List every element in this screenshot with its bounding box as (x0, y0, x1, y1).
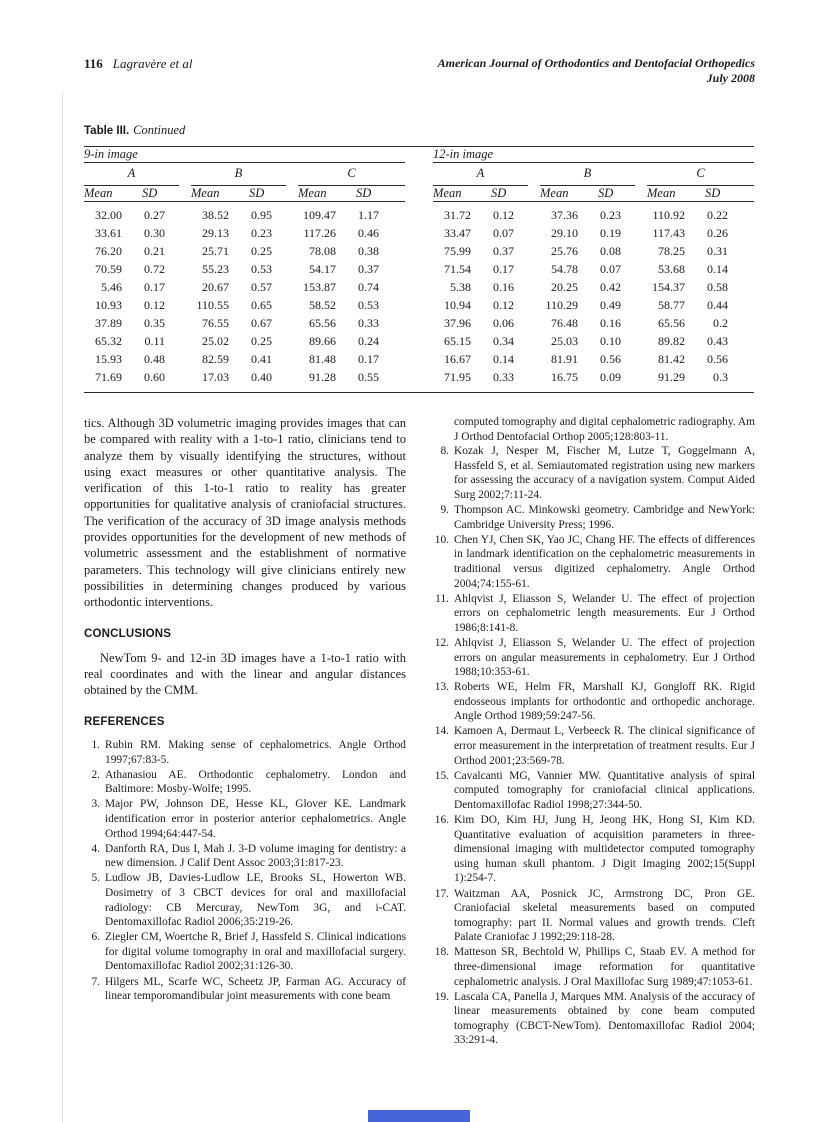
sd-cell: 0.60 (144, 370, 165, 384)
sd-header: SD (249, 186, 298, 202)
mean-cell: 81.42 (658, 352, 685, 366)
sd-cell: 0.14 (707, 262, 728, 276)
subgroup-a-9in: A (84, 163, 191, 187)
reference-number: 13. (434, 681, 449, 694)
mean-cell: 16.75 (551, 370, 578, 384)
reference-text: Matteson SR, Bechtold W, Phillips C, Staab EV. A method for three-dimensional image reformation for quantitative cephalometric analysis. J Oral Maxillofac Surg 1989;47:1053-61. (454, 946, 755, 988)
reference-item (433, 945, 755, 989)
sd-cell: 0.48 (144, 352, 165, 366)
table-gap (405, 186, 433, 202)
reference-item (84, 738, 406, 767)
sd-cell: 0.17 (144, 280, 165, 294)
mean-header: Mean (84, 186, 142, 202)
sd-cell: 0.56 (600, 352, 621, 366)
sd-cell: 0.12 (493, 298, 514, 312)
table-caption (84, 123, 185, 138)
table-row (84, 351, 754, 369)
sd-cell: 0.33 (493, 370, 514, 384)
reference-7-continuation: computed tomography and digital cephalometric radiography. Am J Orthod Dentofacial Orthop 2005;128:803-11. (454, 416, 755, 443)
bottom-blue-bar (368, 1110, 470, 1122)
table-caption-label: Table III. (84, 125, 130, 137)
mean-cell: 89.66 (309, 334, 336, 348)
mean-cell: 154.37 (652, 280, 685, 294)
sd-header: SD (491, 186, 540, 202)
mean-cell: 20.67 (202, 280, 229, 294)
sd-cell: 1.17 (358, 208, 379, 222)
sd-cell: 0.65 (251, 298, 272, 312)
text-column-left (84, 415, 406, 1004)
sd-cell: 0.11 (144, 334, 165, 348)
authors: Lagravère et al (112, 56, 193, 71)
reference-number: 16. (434, 814, 449, 827)
mean-cell: 16.67 (444, 352, 471, 366)
table-gap (405, 369, 433, 393)
reference-text: Waitzman AA, Posnick JC, Armstrong DC, Pron GE. Craniofacial skeletal measurements based on computed tomography: part II. Normal values and growth trends. Cleft Palate Craniofac J 1992;29:118-28. (454, 887, 755, 944)
reference-number: 12. (434, 636, 449, 649)
reference-text: Major PW, Johnson DE, Hesse KL, Glover KE. Landmark identification error in posterior anterior cephalometrics. Angle Orthod 1994;64:447-54. (105, 798, 406, 840)
sd-cell: 0.67 (251, 316, 272, 330)
sd-cell: 0.53 (358, 298, 379, 312)
mean-cell: 20.25 (551, 280, 578, 294)
journal-issue: July 2008 (706, 70, 755, 85)
sd-cell: 0.44 (707, 298, 728, 312)
mean-cell: 117.26 (303, 226, 336, 240)
table-gap (405, 225, 433, 243)
reference-text: Roberts WE, Helm FR, Marshall KJ, Gongloff RK. Rigid endosseous implants for orthodontic and orthopedic anchorage. Angle Orthod 1989;59:247-56. (454, 681, 755, 723)
table-gap (405, 315, 433, 333)
mean-cell: 33.61 (95, 226, 122, 240)
sd-header: SD (142, 186, 191, 202)
table-gap (405, 279, 433, 297)
reference-text: Ziegler CM, Woertche R, Brief J, Hassfeld S. Clinical indications for digital volume tomography in oral and maxillofacial surgery. Dentomaxillofac Radiol 2002;31:126-30. (105, 931, 406, 973)
mean-cell: 37.96 (444, 316, 471, 330)
sd-cell: 0.38 (358, 244, 379, 258)
reference-text: Rubin RM. Making sense of cephalometrics. Angle Orthod 1997;67:83-5. (105, 739, 406, 766)
reference-item (84, 930, 406, 974)
page-scan-edge (62, 92, 63, 1122)
sd-cell: 0.35 (144, 316, 165, 330)
table-body (84, 202, 754, 393)
sd-cell: 0.37 (358, 262, 379, 276)
mean-cell: 15.93 (95, 352, 122, 366)
mean-header: Mean (433, 186, 491, 202)
sd-cell: 0.34 (493, 334, 514, 348)
subgroup-a-12in: A (433, 163, 540, 187)
results-table (84, 146, 754, 393)
sd-cell: 0.06 (493, 316, 514, 330)
mean-cell: 10.94 (444, 298, 471, 312)
table-row (84, 297, 754, 315)
reference-text: Ahlqvist J, Eliasson S, Welander U. The effect of projection errors on angular measurements in cephalometry. Eur J Orthod 1988;10:353-61. (454, 636, 755, 679)
reference-text: Danforth RA, Dus I, Mah J. 3-D volume imaging for dentistry: a new dimension. J Calif Dent Assoc 2003;31:817-23. (105, 842, 406, 870)
table-gap (405, 202, 433, 225)
group-header-row (84, 147, 754, 163)
reference-item (433, 724, 755, 768)
mean-cell: 54.78 (551, 262, 578, 276)
reference-number: 19. (434, 990, 449, 1003)
table-row (84, 369, 754, 393)
reference-text: Kim DO, Kim HJ, Jung H, Jeong HK, Hong SI, Kim KD. Quantitative evaluation of acquisition parameters in three-dimensional imaging with multidetector computed tomography using human skull phantom. J Digit Imaging 2002;15(Suppl 1):254-7. (454, 814, 755, 885)
mean-cell: 76.48 (551, 316, 578, 330)
reference-item (84, 842, 406, 871)
table-gap (405, 243, 433, 261)
reference-number: 9. (440, 504, 449, 517)
reference-item (433, 444, 755, 502)
mean-cell: 76.55 (202, 316, 229, 330)
reference-text: Hilgers ML, Scarfe WC, Scheetz JP, Farman AG. Accuracy of linear temporomandibular joint measurements with cone beam (105, 975, 406, 1003)
mean-cell: 58.52 (309, 298, 336, 312)
sd-cell: 0.46 (358, 226, 379, 240)
reference-text: Thompson AC. Minkowski geometry. Cambridge and NewYork: Cambridge University Press; 1996. (454, 504, 755, 531)
mean-cell: 91.29 (658, 370, 685, 384)
table-gap (405, 333, 433, 351)
mean-cell: 31.72 (444, 208, 471, 222)
mean-cell: 29.13 (202, 226, 229, 240)
mean-header: Mean (191, 186, 249, 202)
sd-cell: 0.17 (358, 352, 379, 366)
reference-number: 2. (91, 768, 100, 781)
sd-cell: 0.42 (600, 280, 621, 294)
sd-cell: 0.23 (251, 226, 272, 240)
mean-cell: 32.00 (95, 208, 122, 222)
mean-cell: 25.71 (202, 244, 229, 258)
sd-cell: 0.33 (358, 316, 379, 330)
sd-cell: 0.27 (144, 208, 165, 222)
table-row (84, 243, 754, 261)
sd-cell: 0.17 (493, 262, 514, 276)
reference-number: 5. (91, 872, 100, 885)
sd-cell: 0.14 (493, 352, 514, 366)
sd-cell: 0.16 (493, 280, 514, 294)
running-head-right (438, 56, 755, 85)
sd-cell: 0.26 (707, 226, 728, 240)
mean-cell: 5.38 (450, 280, 471, 294)
table-row (84, 202, 754, 225)
mean-cell: 78.08 (309, 244, 336, 258)
reference-item (433, 592, 755, 636)
sd-cell: 0.08 (600, 244, 621, 258)
reference-item (433, 636, 755, 680)
mean-cell: 65.56 (658, 316, 685, 330)
table-gap (405, 261, 433, 279)
sd-cell: 0.19 (600, 226, 621, 240)
references-heading: REFERENCES (84, 715, 165, 728)
reference-text: Chen YJ, Chen SK, Yao JC, Chang HF. The effects of differences in landmark identification on the cephalometric measurements in traditional versus digitized cephalometry. Angle Orthod 2004;74:155-61. (454, 533, 755, 590)
mean-cell: 37.36 (551, 208, 578, 222)
mean-cell: 82.59 (202, 352, 229, 366)
reference-number: 14. (434, 725, 449, 738)
mean-cell: 110.92 (652, 208, 685, 222)
sd-header: SD (356, 186, 405, 202)
running-head-left (84, 56, 192, 72)
group-header-9in: 9-in image (84, 147, 405, 163)
journal-title: American Journal of Orthodontics and Dentofacial Orthopedics (437, 56, 755, 70)
mean-header: Mean (540, 186, 598, 202)
sd-cell: 0.07 (493, 226, 514, 240)
subgroup-c-9in: C (298, 163, 405, 187)
sd-cell: 0.07 (600, 262, 621, 276)
table-gap (405, 297, 433, 315)
mean-cell: 89.82 (658, 334, 685, 348)
sd-cell: 0.12 (493, 208, 514, 222)
reference-number: 7. (91, 975, 100, 988)
mean-cell: 71.95 (444, 370, 471, 384)
reference-number: 1. (91, 739, 100, 752)
mean-cell: 91.28 (309, 370, 336, 384)
references-column-1 (84, 738, 406, 1004)
sd-cell: 0.57 (251, 280, 272, 294)
mean-cell: 65.32 (95, 334, 122, 348)
sd-cell: 0.95 (251, 208, 272, 222)
reference-item (433, 503, 755, 532)
reference-text: Ahlqvist J, Eliasson S, Welander U. The effect of projection errors on cephalometric length measurements. Eur J Orthod 1986;8:141-8. (454, 592, 755, 634)
group-header-12in: 12-in image (433, 147, 754, 163)
subgroup-c-12in: C (647, 163, 754, 187)
sd-cell: 0.41 (251, 352, 272, 366)
sd-cell: 0.31 (707, 244, 728, 258)
mean-cell: 70.59 (95, 262, 122, 276)
reference-number: 17. (434, 887, 449, 900)
mean-cell: 55.23 (202, 262, 229, 276)
sd-cell: 0.74 (358, 280, 379, 294)
subgroup-b-12in: B (540, 163, 647, 187)
table-row (84, 279, 754, 297)
sd-cell: 0.58 (707, 280, 728, 294)
mean-cell: 5.46 (101, 280, 122, 294)
reference-item (433, 533, 755, 591)
sd-cell: 0.25 (251, 334, 272, 348)
sd-cell: 0.37 (493, 244, 514, 258)
sd-header: SD (598, 186, 647, 202)
table-gap (405, 163, 433, 187)
mean-cell: 54.17 (309, 262, 336, 276)
sd-cell: 0.49 (600, 298, 621, 312)
mean-cell: 25.02 (202, 334, 229, 348)
subgroup-header-row (84, 163, 754, 187)
conclusions-heading: CONCLUSIONS (84, 627, 172, 640)
mean-cell: 65.15 (444, 334, 471, 348)
table-gap (405, 147, 433, 163)
mean-cell: 71.69 (95, 370, 122, 384)
mean-cell: 110.29 (545, 298, 578, 312)
mean-cell: 37.89 (95, 316, 122, 330)
reference-item (84, 797, 406, 841)
mean-cell: 58.77 (658, 298, 685, 312)
mean-cell: 53.68 (658, 262, 685, 276)
sd-cell: 0.21 (144, 244, 165, 258)
table-gap (405, 351, 433, 369)
table-row (84, 261, 754, 279)
sd-cell: 0.22 (707, 208, 728, 222)
sd-cell: 0.10 (600, 334, 621, 348)
reference-text: Cavalcanti MG, Vannier MW. Quantitative analysis of spiral computed tomography for craniofacial clinical applications. Dentomaxillofac Radiol 1998;27:344-50. (454, 769, 755, 811)
mean-cell: 29.10 (551, 226, 578, 240)
mean-cell: 81.48 (309, 352, 336, 366)
mean-cell: 109.47 (303, 208, 336, 222)
mean-cell: 33.47 (444, 226, 471, 240)
mean-cell: 76.20 (95, 244, 122, 258)
reference-item (433, 769, 755, 813)
sd-cell: 0.25 (251, 244, 272, 258)
page-number: 116 (84, 56, 103, 71)
sd-cell: 0.09 (600, 370, 621, 384)
mean-cell: 65.56 (309, 316, 336, 330)
reference-item (84, 871, 406, 929)
running-head (84, 56, 755, 85)
reference-number: 15. (434, 769, 449, 782)
reference-item (433, 680, 755, 724)
mean-cell: 117.43 (652, 226, 685, 240)
mean-cell: 17.03 (202, 370, 229, 384)
sd-header: SD (705, 186, 754, 202)
mean-cell: 38.52 (202, 208, 229, 222)
sd-cell: 0.12 (144, 298, 165, 312)
reference-number: 3. (91, 798, 100, 811)
conclusions-paragraph: NewTom 9- and 12-in 3D images have a 1-to-1 ratio with real coordinates and with the linear and angular distances obtained by the CMM. (84, 650, 406, 698)
body-paragraph: tics. Although 3D volumetric imaging provides images that can be compared with reality with a 1-to-1 ratio, clinicians tend to analyze them by visually identifying the structures, without using exact measures or other quantitative analysis. The verification of this 1-to-1 ratio to reality has greater opportunities for qualitative analysis of craniofacial structures. The verification of the accuracy of 3D image analysis methods provides opportunities for the development of new methods of volumetric assessment and the establishment of normative parameters. This technology will give clinicians entirely new possibilities in determining changes produced by various orthodontic interventions. (84, 416, 406, 610)
sd-cell: 0.23 (600, 208, 621, 222)
mean-cell: 25.03 (551, 334, 578, 348)
mean-cell: 81.91 (551, 352, 578, 366)
reference-item (433, 990, 755, 1048)
reference-number: 18. (434, 946, 449, 959)
sd-cell: 0.2 (713, 316, 728, 330)
sd-cell: 0.30 (144, 226, 165, 240)
subgroup-b-9in: B (191, 163, 298, 187)
reference-text: Ludlow JB, Davies-Ludlow LE, Brooks SL, Howerton WB. Dosimetry of 3 CBCT devices for oral and maxillofacial radiology: CB Mercuray, NewTom 3G, and i-CAT. Dentomaxillofac Radiol 2006;35:219-26. (105, 872, 406, 929)
sd-cell: 0.55 (358, 370, 379, 384)
reference-item (84, 975, 406, 1004)
mean-header: Mean (647, 186, 705, 202)
reference-text: Kamoen A, Dermaut L, Verbeeck R. The clinical significance of error measurement in the interpretation of treatment results. Eur J Orthod 2001;23:569-78. (454, 725, 755, 767)
text-column-right (433, 415, 755, 1049)
reference-text: Kozak J, Nesper M, Fischer M, Lutze T, Goggelmann A, Hassfeld S, et al. Semiautomated registration using new markers for assessing the accuracy of a navigation system. Comput Aided Surg 2002;7:11-24. (454, 445, 755, 501)
mean-cell: 78.25 (658, 244, 685, 258)
reference-number: 10. (434, 533, 449, 546)
sd-cell: 0.56 (707, 352, 728, 366)
sd-cell: 0.53 (251, 262, 272, 276)
reference-number: 4. (91, 842, 100, 855)
mean-cell: 25.76 (551, 244, 578, 258)
table-row (84, 315, 754, 333)
reference-item (84, 768, 406, 797)
table-caption-continued: Continued (133, 123, 186, 137)
reference-number: 6. (91, 931, 100, 944)
column-header-row (84, 186, 754, 202)
mean-header: Mean (298, 186, 356, 202)
reference-text: Athanasiou AE. Orthodontic cephalometry. London and Baltimore: Mosby-Wolfe; 1995. (105, 768, 406, 796)
table-row (84, 225, 754, 243)
sd-cell: 0.24 (358, 334, 379, 348)
sd-cell: 0.43 (707, 334, 728, 348)
mean-cell: 10.93 (95, 298, 122, 312)
sd-cell: 0.72 (144, 262, 165, 276)
reference-number: 8. (440, 445, 449, 458)
mean-cell: 110.55 (196, 298, 229, 312)
table-row (84, 333, 754, 351)
reference-text: Lascala CA, Panella J, Marques MM. Analysis of the accuracy of linear measurements obtained by cone beam computed tomography (CBCT-NewTom). Dentomaxillofac Radiol 2004; 33:291-4. (454, 990, 755, 1047)
sd-cell: 0.16 (600, 316, 621, 330)
reference-item (433, 813, 755, 886)
references-column-2 (433, 444, 755, 1048)
mean-cell: 153.87 (303, 280, 336, 294)
mean-cell: 71.54 (444, 262, 471, 276)
reference-number: 11. (435, 592, 449, 605)
sd-cell: 0.3 (713, 370, 728, 384)
mean-cell: 75.99 (444, 244, 471, 258)
sd-cell: 0.40 (251, 370, 272, 384)
reference-item (433, 887, 755, 945)
